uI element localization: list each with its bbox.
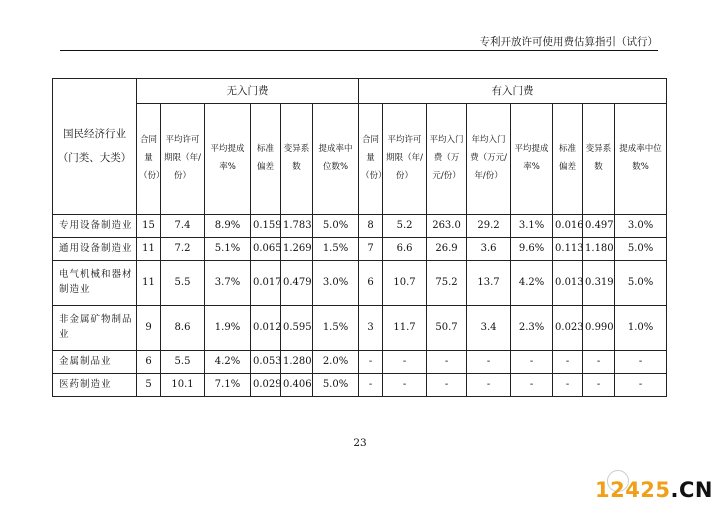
column-header: 平均提成率%	[511, 104, 553, 215]
site-watermark	[594, 470, 717, 502]
table-cell: -	[427, 351, 467, 374]
table-cell: 8	[359, 215, 383, 238]
column-header: 合同量（份）	[359, 104, 383, 215]
column-header: 变异系数	[583, 104, 615, 215]
table-cell: 9.6%	[511, 238, 553, 261]
table-row	[53, 374, 667, 397]
table-cell: 6	[359, 261, 383, 306]
column-header: 平均许可期限（年/份）	[161, 104, 205, 215]
table-cell: 3.4	[467, 306, 511, 351]
table-row	[53, 238, 667, 261]
table-cell: 0.406	[281, 374, 313, 397]
table-cell: 8.9%	[205, 215, 251, 238]
table-cell: 0.012	[251, 306, 281, 351]
table-row	[53, 306, 667, 351]
table-cell: 0.013	[553, 261, 583, 306]
column-header: 标准偏差	[251, 104, 281, 215]
table-cell: -	[467, 374, 511, 397]
royalty-statistics-table	[52, 78, 667, 397]
table-cell: -	[615, 351, 667, 374]
table-cell: 3.0%	[313, 261, 359, 306]
table-cell: 7	[359, 238, 383, 261]
document-running-header: 专利开放许可使用费估算指引（试行）	[479, 36, 658, 48]
column-header: 平均提成率%	[205, 104, 251, 215]
table-cell: -	[359, 374, 383, 397]
table-cell: 3	[359, 306, 383, 351]
table-cell: 3.6	[467, 238, 511, 261]
table-cell: 5.1%	[205, 238, 251, 261]
table-row	[53, 261, 667, 306]
column-header: 提成率中位数%	[615, 104, 667, 215]
logo-suffix: .CN	[670, 478, 713, 502]
table-cell: 5.0%	[615, 238, 667, 261]
table-cell: 11	[137, 238, 161, 261]
table-cell: 29.2	[467, 215, 511, 238]
industry-cell: 金属制品业	[53, 351, 137, 374]
table-cell: -	[583, 351, 615, 374]
table-cell: 11.7	[383, 306, 427, 351]
industry-header-line: （门类、大类）	[57, 151, 132, 164]
site-logo	[595, 478, 713, 502]
table-cell: 4.2%	[205, 351, 251, 374]
table-row	[53, 215, 667, 238]
table-cell: -	[383, 351, 427, 374]
table-cell: 0.595	[281, 306, 313, 351]
table-cell: 0.319	[583, 261, 615, 306]
table-cell: 9	[137, 306, 161, 351]
industry-cell: 电气机械和器材制造业	[53, 261, 137, 306]
table-cell: 1.5%	[313, 238, 359, 261]
table-cell: 3.7%	[205, 261, 251, 306]
table-cell: 11	[137, 261, 161, 306]
group-with-entry-fee: 有入门费	[359, 79, 667, 104]
table-cell: 0.017	[251, 261, 281, 306]
table-cell: 5.5	[161, 351, 205, 374]
column-header: 平均入门费（万元/份）	[427, 104, 467, 215]
table-cell: 2.0%	[313, 351, 359, 374]
table-cell: 0.990	[583, 306, 615, 351]
table-cell: -	[359, 351, 383, 374]
table-cell: 5.5	[161, 261, 205, 306]
table-cell: -	[467, 351, 511, 374]
table-cell: 7.4	[161, 215, 205, 238]
industry-cell: 专用设备制造业	[53, 215, 137, 238]
table-cell: 263.0	[427, 215, 467, 238]
table-cell: 10.7	[383, 261, 427, 306]
table-cell: 1.5%	[313, 306, 359, 351]
table-cell: -	[383, 374, 427, 397]
table-cell: 0.479	[281, 261, 313, 306]
column-header: 合同量（份）	[137, 104, 161, 215]
table-cell: 0.023	[553, 306, 583, 351]
table-cell: -	[511, 374, 553, 397]
table-cell: -	[583, 374, 615, 397]
table-cell: 3.0%	[615, 215, 667, 238]
group-header-row	[53, 79, 667, 104]
page-number: 23	[353, 437, 367, 449]
table-cell: 5.0%	[313, 374, 359, 397]
table-cell: 0.113	[553, 238, 583, 261]
table-cell: 0.016	[553, 215, 583, 238]
industry-header-line: 国民经济行业	[63, 128, 126, 141]
table-cell: 8.6	[161, 306, 205, 351]
table-cell: 0.497	[583, 215, 615, 238]
logo-digits: 12425	[594, 478, 671, 502]
column-header: 平均许可期限（年/份）	[383, 104, 427, 215]
table-cell: 5.2	[383, 215, 427, 238]
table-cell: 3.1%	[511, 215, 553, 238]
table-cell: 1.0%	[615, 306, 667, 351]
table-cell: 5.0%	[615, 261, 667, 306]
industry-column-header	[53, 79, 137, 215]
industry-cell: 通用设备制造业	[53, 238, 137, 261]
table-cell: 50.7	[427, 306, 467, 351]
table-cell: -	[511, 351, 553, 374]
industry-cell: 医药制造业	[53, 374, 137, 397]
table-cell: 75.2	[427, 261, 467, 306]
table-cell: 0.029	[251, 374, 281, 397]
industry-cell: 非金属矿物制品业	[53, 306, 137, 351]
table-cell: 6	[137, 351, 161, 374]
table-cell: 4.2%	[511, 261, 553, 306]
table-cell: 1.280	[281, 351, 313, 374]
column-header-row	[53, 104, 667, 215]
table-cell: 2.3%	[511, 306, 553, 351]
table-cell: -	[553, 374, 583, 397]
table-cell: 13.7	[467, 261, 511, 306]
table-cell: 5	[137, 374, 161, 397]
table-cell: 0.065	[251, 238, 281, 261]
group-no-entry-fee: 无入门费	[137, 79, 359, 104]
table-cell: 10.1	[161, 374, 205, 397]
table-cell: 1.783	[281, 215, 313, 238]
table-row	[53, 351, 667, 374]
column-header: 年均入门费（万元/年/份）	[467, 104, 511, 215]
table-cell: -	[427, 374, 467, 397]
table-cell: -	[615, 374, 667, 397]
table-cell: 1.269	[281, 238, 313, 261]
table-cell: 7.1%	[205, 374, 251, 397]
column-header: 标准偏差	[553, 104, 583, 215]
column-header: 提成率中位数%	[313, 104, 359, 215]
table-cell: 15	[137, 215, 161, 238]
table-cell: 26.9	[427, 238, 467, 261]
column-header: 变异系数	[281, 104, 313, 215]
table-cell: 7.2	[161, 238, 205, 261]
table-cell: 1.180	[583, 238, 615, 261]
table-cell: 1.9%	[205, 306, 251, 351]
table-cell: 0.053	[251, 351, 281, 374]
table-cell: 6.6	[383, 238, 427, 261]
header-rule	[60, 50, 658, 51]
table-cell: 5.0%	[313, 215, 359, 238]
table-cell: -	[553, 351, 583, 374]
table-cell: 0.159	[251, 215, 281, 238]
